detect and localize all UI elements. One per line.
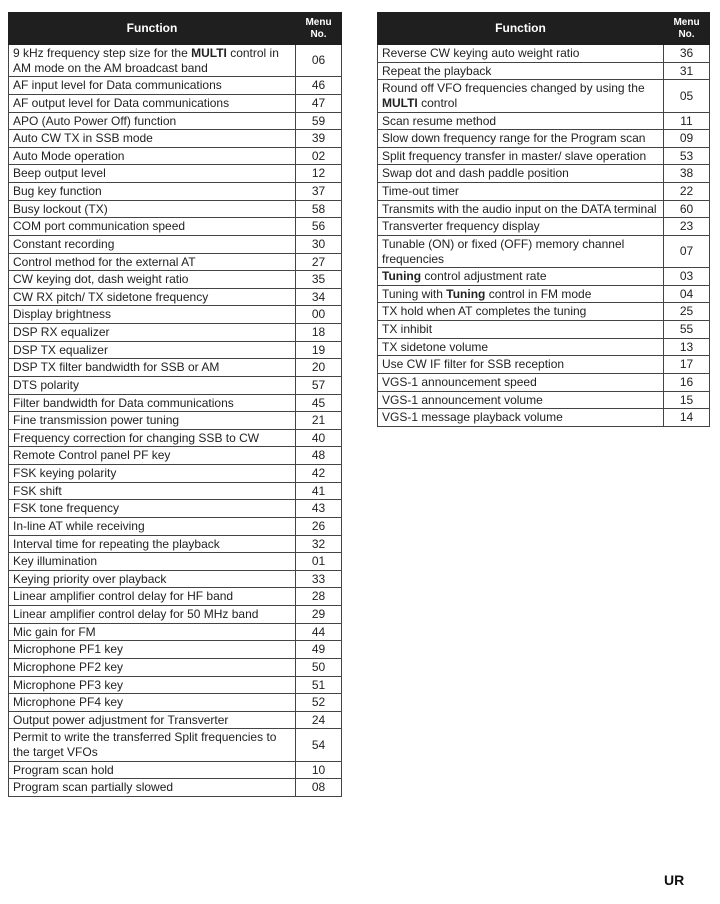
function-cell (9, 535, 296, 553)
function-text: TX inhibit (382, 322, 433, 336)
table-row (378, 183, 710, 201)
function-text: control in AM mode on the AM broadcast band (13, 46, 279, 75)
table-row (378, 338, 710, 356)
table-row (9, 218, 342, 236)
function-cell (9, 761, 296, 779)
function-cell (378, 165, 664, 183)
function-text: Auto CW TX in SSB mode (13, 131, 153, 146)
menu-number-cell: 10 (296, 761, 342, 779)
table-row (9, 588, 342, 606)
function-text: Busy lockout (TX) (13, 201, 108, 216)
function-text: APO (Auto Power Off) function (13, 113, 177, 128)
menu-number-cell: 23 (664, 218, 710, 236)
function-text: Remote Control panel PF key (13, 448, 171, 463)
menu-number-cell: 28 (296, 588, 342, 606)
table-row (378, 285, 710, 303)
function-cell (378, 409, 664, 427)
function-cell (9, 570, 296, 588)
function-text: Control method for the external AT (13, 254, 196, 269)
table-row (9, 341, 342, 359)
table-row (9, 147, 342, 165)
function-cell (9, 641, 296, 659)
function-cell (378, 321, 664, 339)
menu-number-cell: 60 (664, 200, 710, 218)
table-row (378, 303, 710, 321)
table-row (9, 394, 342, 412)
function-text: TX hold when AT completes the tuning (382, 304, 587, 319)
table-row (378, 391, 710, 409)
function-text: Reverse CW keying auto weight ratio (382, 46, 580, 60)
table-row (378, 321, 710, 339)
menu-number-cell: 31 (664, 62, 710, 80)
menu-number-cell: 36 (664, 45, 710, 63)
table-row (9, 429, 342, 447)
function-cell (378, 218, 664, 236)
menu-number-cell: 33 (296, 570, 342, 588)
function-text: FSK tone frequency (13, 501, 120, 516)
table-row (9, 200, 342, 218)
control-name-bold: MULTI (191, 46, 227, 60)
table-row (9, 761, 342, 779)
function-cell (378, 147, 664, 165)
function-text: Filter bandwidth for Data communications (13, 395, 234, 410)
function-cell (9, 165, 296, 183)
function-text: AF input level for Data communications (13, 78, 222, 93)
table-row (378, 268, 710, 286)
table-row (9, 235, 342, 253)
function-text: Keying priority over playback (13, 571, 167, 586)
table-row (378, 409, 710, 427)
table-row (9, 623, 342, 641)
table-body-left (9, 45, 342, 797)
menu-function-table-right (377, 12, 710, 427)
function-column-header: Function (378, 13, 664, 45)
table-row (9, 412, 342, 430)
table-row (378, 130, 710, 148)
menu-number-cell: 15 (664, 391, 710, 409)
function-text: In-line AT while receiving (13, 518, 145, 533)
menu-number-cell: 21 (296, 412, 342, 430)
table-row (9, 271, 342, 289)
menu-number-cell: 32 (296, 535, 342, 553)
table-row (9, 465, 342, 483)
table-row (9, 711, 342, 729)
function-text: Permit to write the transferred Split frequencies to the target VFOs (13, 730, 277, 759)
function-cell (9, 253, 296, 271)
menu-number-cell: 29 (296, 606, 342, 624)
table-row (378, 80, 710, 112)
menu-number-cell: 40 (296, 429, 342, 447)
menu-number-cell: 39 (296, 130, 342, 148)
function-cell (9, 553, 296, 571)
menu-number-cell: 27 (296, 253, 342, 271)
menu-number-cell: 34 (296, 288, 342, 306)
table-row (9, 729, 342, 761)
function-text: Swap dot and dash paddle position (382, 166, 569, 181)
function-text: Microphone PF3 key (13, 677, 124, 692)
menu-number-cell: 59 (296, 112, 342, 130)
function-text: Transverter frequency display (382, 219, 540, 234)
function-cell (9, 694, 296, 712)
table-row (9, 45, 342, 77)
function-text: Linear amplifier control delay for 50 MHz band (13, 607, 259, 621)
menu-number-cell: 53 (664, 147, 710, 165)
menu-number-cell: 00 (296, 306, 342, 324)
table-row (378, 147, 710, 165)
function-cell (9, 288, 296, 306)
table-row (9, 253, 342, 271)
menu-number-cell: 41 (296, 482, 342, 500)
page-code: UR (664, 872, 685, 888)
table-row (9, 183, 342, 201)
header-row (378, 13, 710, 45)
function-cell (378, 45, 664, 63)
function-text: Split frequency transfer in master/ slave operation (382, 148, 647, 163)
function-cell (9, 324, 296, 342)
table-row (9, 553, 342, 571)
function-cell (378, 356, 664, 374)
function-text: AF output level for Data communications (13, 95, 230, 110)
menu-number-cell: 45 (296, 394, 342, 412)
table-body-right (378, 45, 710, 427)
menu-number-cell: 24 (296, 711, 342, 729)
function-text: Frequency correction for changing SSB to CW (13, 430, 260, 445)
function-text: Round off VFO frequencies changed by using the (382, 81, 645, 96)
table-row (9, 517, 342, 535)
menu-number-cell: 56 (296, 218, 342, 236)
table-row (9, 535, 342, 553)
function-text: Program scan hold (13, 762, 114, 777)
menu-number-cell: 03 (664, 268, 710, 286)
function-cell (378, 235, 664, 267)
function-text: Interval time for repeating the playback (13, 536, 220, 551)
function-cell (378, 112, 664, 130)
function-cell (9, 341, 296, 359)
function-cell (378, 268, 664, 286)
function-text: Auto Mode operation (13, 148, 125, 163)
function-cell (9, 623, 296, 641)
function-cell (378, 200, 664, 218)
function-text: CW keying dot, dash weight ratio (13, 272, 189, 287)
function-text: DTS polarity (13, 377, 80, 392)
header-row (9, 13, 342, 45)
menu-number-cell: 58 (296, 200, 342, 218)
function-cell (9, 45, 296, 77)
function-text: Repeat the playback (382, 63, 492, 78)
menu-number-cell: 42 (296, 465, 342, 483)
menu-number-cell: 20 (296, 359, 342, 377)
function-cell (9, 112, 296, 130)
menu-number-cell: 17 (664, 356, 710, 374)
function-text: Time-out timer (382, 184, 459, 198)
menu-number-cell: 50 (296, 658, 342, 676)
function-cell (9, 218, 296, 236)
table-row (378, 356, 710, 374)
function-cell (9, 394, 296, 412)
function-cell (9, 606, 296, 624)
table-row (9, 288, 342, 306)
menu-number-cell: 54 (296, 729, 342, 761)
function-text: Constant recording (13, 236, 115, 251)
function-text: control adjustment rate (421, 269, 547, 284)
function-cell (9, 94, 296, 112)
function-text: TX sidetone volume (382, 339, 489, 354)
table-row (9, 359, 342, 377)
menu-number-cell: 18 (296, 324, 342, 342)
table-row (378, 112, 710, 130)
table-row (9, 658, 342, 676)
menu-number-cell: 08 (296, 779, 342, 797)
function-text: Microphone PF4 key (13, 695, 124, 710)
function-cell (378, 303, 664, 321)
function-cell (378, 373, 664, 391)
menu-number-cell: 22 (664, 183, 710, 201)
table-row (378, 373, 710, 391)
table-row (378, 165, 710, 183)
function-cell (9, 447, 296, 465)
table-row (9, 306, 342, 324)
function-cell (9, 77, 296, 95)
function-text: Bug key function (13, 184, 102, 198)
function-cell (9, 376, 296, 394)
function-cell (9, 779, 296, 797)
function-cell (9, 183, 296, 201)
function-cell (378, 130, 664, 148)
function-text: Program scan partially slowed (13, 780, 174, 795)
menu-number-cell: 04 (664, 285, 710, 303)
menu-number-cell: 37 (296, 183, 342, 201)
function-cell (9, 271, 296, 289)
table-row (378, 235, 710, 267)
function-text: Tunable (ON) or fixed (OFF) memory channel frequencies (382, 236, 625, 266)
function-text: Display brightness (13, 307, 112, 322)
menu-number-cell: 38 (664, 165, 710, 183)
function-cell (9, 429, 296, 447)
function-text: 9 kHz frequency step size for the (13, 46, 192, 60)
function-cell (9, 359, 296, 377)
menu-number-cell: 25 (664, 303, 710, 321)
table-row (378, 218, 710, 236)
function-text: FSK keying polarity (13, 466, 117, 480)
menu-number-cell: 12 (296, 165, 342, 183)
menu-number-cell: 44 (296, 623, 342, 641)
menu-number-cell: 46 (296, 77, 342, 95)
table-row (9, 130, 342, 148)
function-cell (9, 482, 296, 500)
function-cell (9, 200, 296, 218)
table-row (9, 94, 342, 112)
menu-number-cell: 55 (664, 321, 710, 339)
table-row (9, 694, 342, 712)
control-name-bold: MULTI (382, 95, 418, 110)
function-cell (378, 391, 664, 409)
function-text: VGS-1 announcement volume (382, 392, 543, 407)
function-text: Transmits with the audio input on the DATA terminal (382, 201, 657, 216)
menu-number-cell: 19 (296, 341, 342, 359)
function-text: Use CW IF filter for SSB reception (382, 357, 565, 372)
function-text: Microphone PF1 key (13, 642, 124, 657)
function-text: FSK shift (13, 483, 62, 498)
function-text: DSP TX equalizer (13, 342, 108, 357)
menu-number-cell: 01 (296, 553, 342, 571)
menu-number-cell: 02 (296, 147, 342, 165)
function-text: COM port communication speed (13, 219, 186, 234)
function-text: Microphone PF2 key (13, 659, 124, 674)
menu-number-cell: 05 (664, 80, 710, 112)
function-cell (9, 500, 296, 518)
table-row (9, 324, 342, 342)
menu-no-column-header: Menu No. (664, 13, 710, 45)
menu-number-cell: 30 (296, 235, 342, 253)
menu-number-cell: 06 (296, 45, 342, 77)
function-cell (9, 658, 296, 676)
menu-number-cell: 13 (664, 338, 710, 356)
function-text: control in FM mode (485, 286, 592, 301)
menu-number-cell: 48 (296, 447, 342, 465)
function-column-header: Function (9, 13, 296, 45)
table-row (9, 779, 342, 797)
function-cell (378, 80, 664, 112)
table-row (9, 606, 342, 624)
function-cell (378, 62, 664, 80)
function-cell (9, 517, 296, 535)
control-name-bold: Tuning (446, 286, 486, 301)
function-text: DSP RX equalizer (13, 325, 110, 339)
menu-number-cell: 52 (296, 694, 342, 712)
table-row (9, 482, 342, 500)
function-cell (9, 130, 296, 148)
function-text: Fine transmission power tuning (13, 413, 180, 428)
function-cell (9, 465, 296, 483)
function-cell (9, 412, 296, 430)
menu-number-cell: 26 (296, 517, 342, 535)
table-row (9, 376, 342, 394)
function-text: control (417, 95, 458, 110)
function-cell (9, 711, 296, 729)
function-cell (9, 729, 296, 761)
table-row (9, 77, 342, 95)
function-cell (378, 183, 664, 201)
table-row (9, 500, 342, 518)
function-text: VGS-1 message playback volume (382, 410, 563, 425)
table-row (9, 570, 342, 588)
control-name-bold: Tuning (382, 269, 422, 284)
table-row (9, 676, 342, 694)
function-cell (9, 588, 296, 606)
function-cell (9, 676, 296, 694)
function-text: DSP TX filter bandwidth for SSB or AM (13, 360, 220, 375)
function-text: Scan resume method (382, 113, 497, 128)
function-text: Slow down frequency range for the Program scan (382, 131, 646, 146)
table-row (378, 200, 710, 218)
menu-no-column-header: Menu No. (296, 13, 342, 45)
table-row (9, 165, 342, 183)
table-row (9, 112, 342, 130)
menu-number-cell: 47 (296, 94, 342, 112)
function-text: Mic gain for FM (13, 624, 96, 639)
table-row (378, 62, 710, 80)
function-text: CW RX pitch/ TX sidetone frequency (13, 289, 209, 304)
menu-number-cell: 11 (664, 112, 710, 130)
menu-number-cell: 51 (296, 676, 342, 694)
function-text: Key illumination (13, 554, 98, 569)
function-text: VGS-1 announcement speed (382, 374, 537, 389)
menu-number-cell: 14 (664, 409, 710, 427)
function-cell (9, 147, 296, 165)
function-cell (9, 235, 296, 253)
menu-number-cell: 07 (664, 235, 710, 267)
function-cell (378, 338, 664, 356)
function-text: Output power adjustment for Transverter (13, 712, 229, 727)
menu-number-cell: 16 (664, 373, 710, 391)
function-text: Beep output level (13, 166, 106, 181)
menu-number-cell: 49 (296, 641, 342, 659)
table-row (9, 641, 342, 659)
menu-function-table-left (8, 12, 342, 797)
menu-number-cell: 09 (664, 130, 710, 148)
table-row (378, 45, 710, 63)
function-text: Linear amplifier control delay for HF band (13, 589, 234, 604)
function-cell (9, 306, 296, 324)
menu-number-cell: 43 (296, 500, 342, 518)
function-cell (378, 285, 664, 303)
menu-number-cell: 57 (296, 376, 342, 394)
table-row (9, 447, 342, 465)
menu-number-cell: 35 (296, 271, 342, 289)
function-text: Tuning with (382, 286, 447, 301)
